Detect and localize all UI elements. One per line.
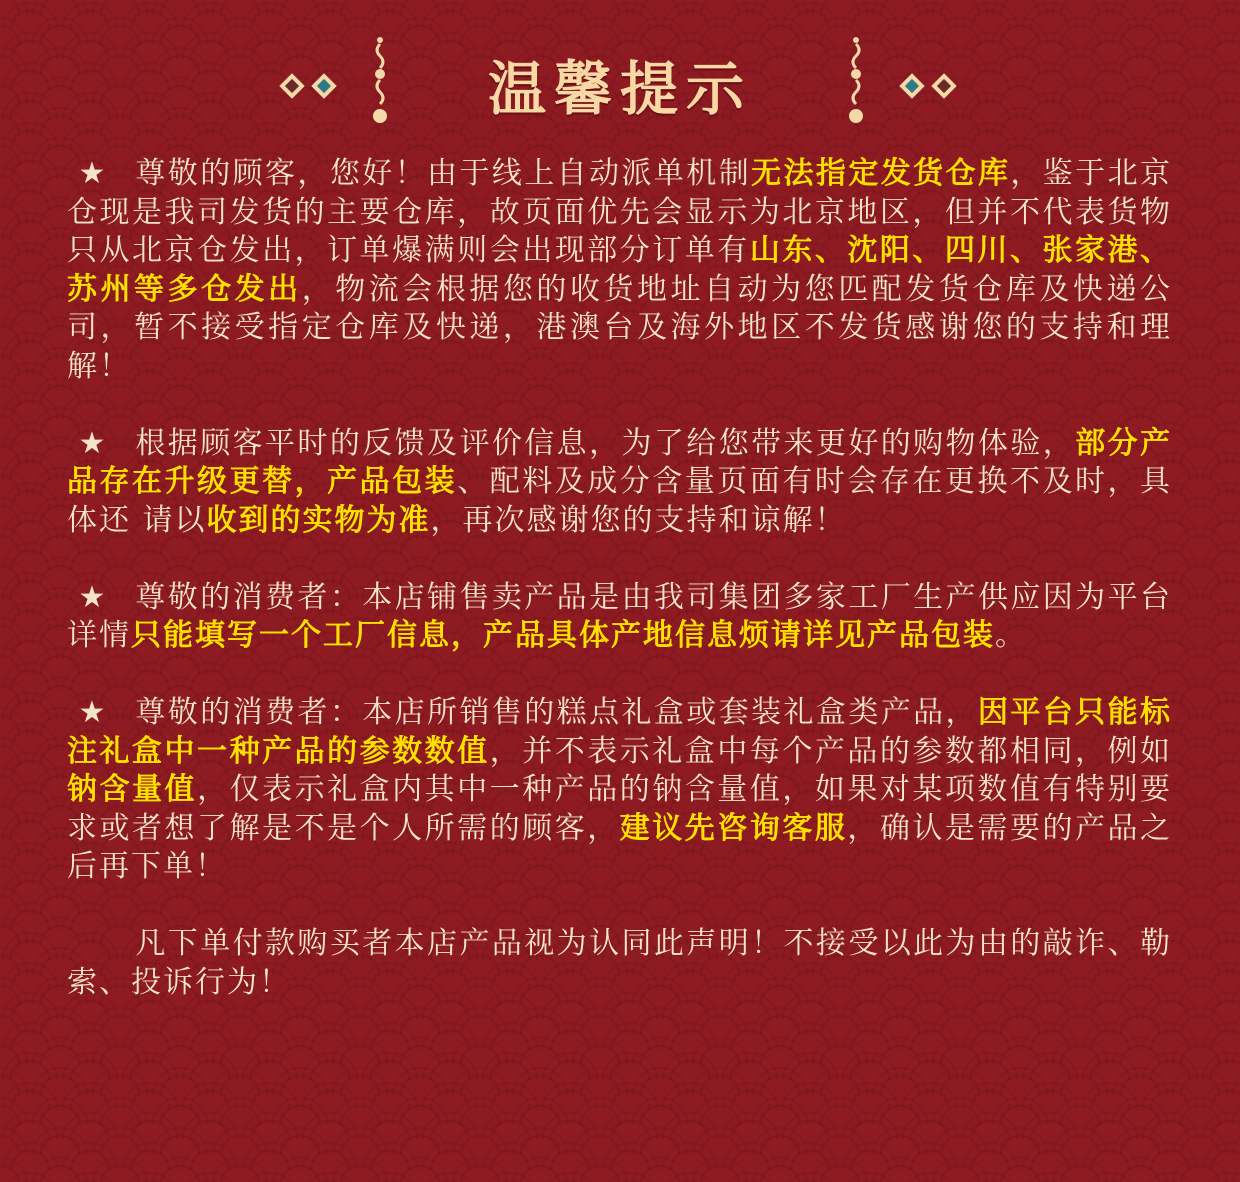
page-title: 温馨提示 bbox=[487, 55, 752, 123]
notice-paragraph-gift-box: ★ 尊敬的消费者：本店所销售的糕点礼盒或套装礼盒类产品，因平台只能标注礼盒中一种产品的参数数值，并不表示礼盒中每个产品的参数都相同，例如钠含量值，仅表示礼盒内其中一种产品的钠含量值，如果对某项数值有特别要求或者想了解是不是个人所需的顾客，建议先咨询客服，确认是需要的产品之后再下单！ bbox=[67, 695, 1173, 884]
diamond-icon bbox=[931, 73, 956, 98]
notice-paragraph-statement: 凡下单付款购买者本店产品视为认同此声明！不接受以此为由的敲诈、勒索、投诉行为！ bbox=[67, 926, 1172, 1000]
star-icon: ★ bbox=[78, 156, 108, 191]
header bbox=[0, 30, 1240, 140]
notice-paragraph-warehouse: ★ 尊敬的顾客，您好！由于线上自动派单机制无法指定发货仓库，鉴于北京仓现是我司发货的主要仓库，故页面优先会显示为北京地区，但并不代表货物只从北京仓发出，订单爆满则会出现部分订单有山东、沈阳、四川、张家港、苏州等多仓发出，物流会根据您的收货地址自动为您匹配发货仓库及快递公司，暂不接受指定仓库及快递，港澳台及海外地区不发货感谢您的支持和理解！ bbox=[67, 156, 1173, 384]
star-icon: ★ bbox=[78, 579, 108, 615]
star-icon: ★ bbox=[78, 425, 108, 461]
star-icon: ★ bbox=[78, 695, 108, 730]
right-ornament-icon bbox=[830, 30, 970, 130]
notice-paragraph-factory: ★ 尊敬的消费者：本店铺售卖产品是由我司集团多家工厂生产供应因为平台详情只能填写一个工厂信息，产品具体产地信息烦请详见产品包装。 bbox=[67, 579, 1172, 653]
cloud-scroll-icon bbox=[849, 37, 863, 123]
notice-content bbox=[67, 155, 1172, 1002]
notice-paragraph-product-update: ★ 根据顾客平时的反馈及评价信息，为了给您带来更好的购物体验，部分产品存在升级更替，产品包装、配料及成分含量页面有时会存在更换不及时，具体还 请以收到的实物为准，再次感谢您的支持和谅解！ bbox=[67, 425, 1173, 538]
diamond-icon bbox=[899, 73, 924, 98]
